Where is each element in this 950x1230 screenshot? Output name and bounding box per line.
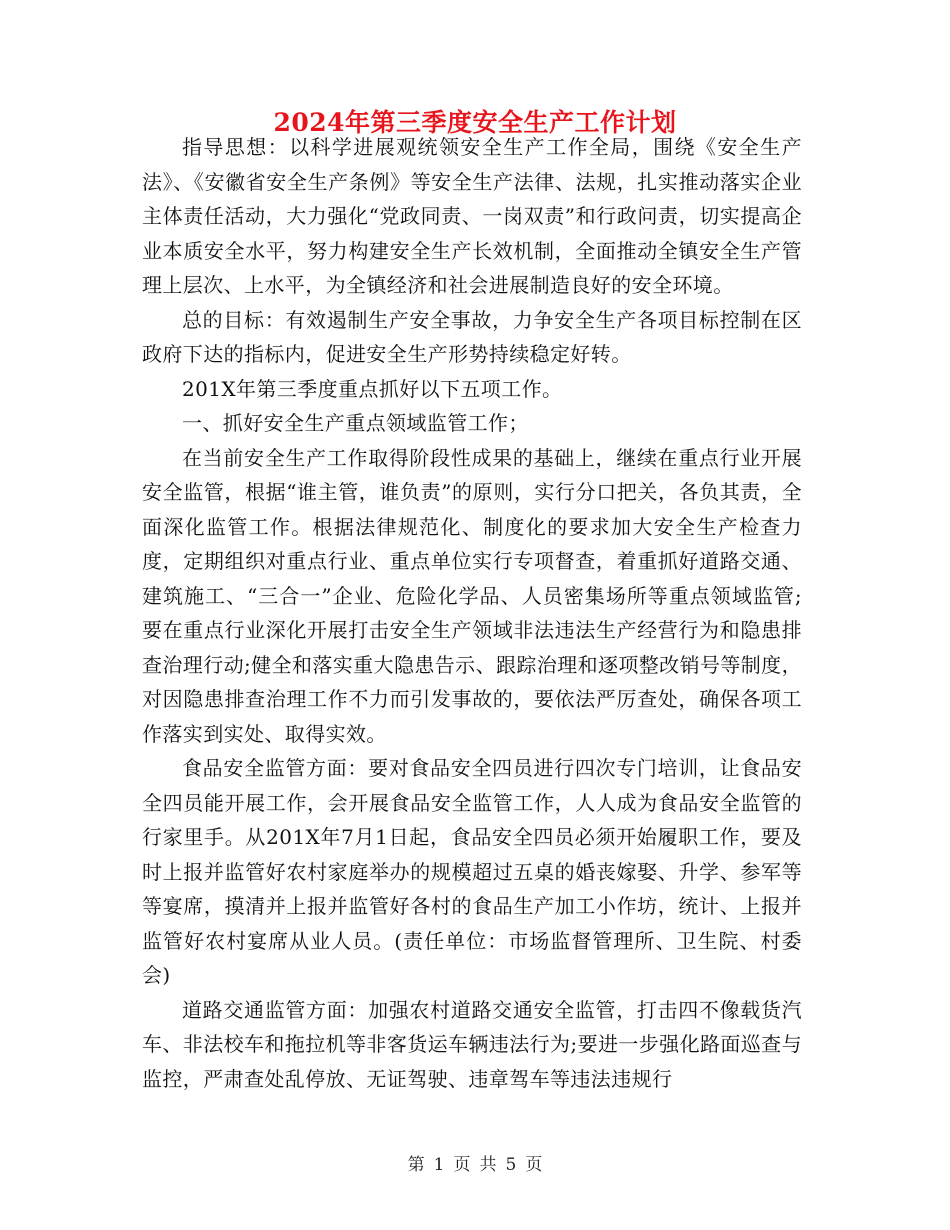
paragraph-food-safety: 食品安全监管方面：要对食品安全四员进行四次专门培训，让食品安全四员能开展工作，会开展食品安全监管工作，人人成为食品安全监管的行家里手。从201X年7月1日起，食品安全四员必须开始履职工作，要及时上报并监管好农村家庭举办的规模超过五桌的婚丧嫁娶、升学、参军等等宴席，摸清并上报并监管好各村的食品生产加工小作坊，统计、上报并监管好农村宴席从业人员。(责任单位：市场监督管理所、卫生院、村委会)	[142, 756, 802, 987]
paragraph-five-tasks: 201X年第三季度重点抓好以下五项工作。	[182, 376, 563, 401]
footer-di: 第	[407, 1155, 425, 1175]
footer-ye: 页	[453, 1155, 471, 1175]
footer-gong: 共	[479, 1155, 497, 1175]
page-footer	[0, 1153, 950, 1177]
footer-page-number: 1	[433, 1155, 445, 1175]
footer-total-pages: 5	[505, 1155, 517, 1175]
paragraph-road-traffic: 道路交通监管方面：加强农村道路交通安全监管，打击四不像载货汽车、非法校车和拖拉机等非客货运车辆违法行为;要进一步强化路面巡查与监控，严肃查处乱停放、无证驾驶、违章驾车等违法违规行	[142, 997, 802, 1091]
paragraph-key-areas: 在当前安全生产工作取得阶段性成果的基础上，继续在重点行业开展安全监管，根据“谁主管，谁负责”的原则，实行分口把关，各负其责，全面深化监管工作。根据法律规范化、制度化的要求加大安全生产检查力度，定期组织对重点行业、重点单位实行专项督查，着重抓好道路交通、建筑施工、“三合一”企业、危险化学品、人员密集场所等重点领域监管;要在重点行业深化开展打击安全生产领域非法违法生产经营行为和隐患排查治理行动;健全和落实重大隐患告示、跟踪治理和逐项整改销号等制度，对因隐患排查治理工作不力而引发事故的，要依法严厉查处，确保各项工作落实到实处、取得实效。	[142, 445, 802, 746]
paragraph-overall-goal: 总的目标：有效遏制生产安全事故，力争安全生产各项目标控制在区政府下达的指标内，促进安全生产形势持续稳定好转。	[142, 307, 802, 366]
document-body	[142, 130, 802, 1096]
paragraph-section-one-heading: 一、抓好安全生产重点领域监管工作；	[182, 411, 529, 435]
footer-ye-2: 页	[525, 1155, 543, 1175]
document-title: 2024年第三季度安全生产工作计划	[273, 108, 677, 137]
paragraph-guiding-thought: 指导思想：以科学进展观统领安全生产工作全局，围绕《安全生产法》、《安徽省安全生产条例》等安全生产法律、法规，扎实推动落实企业主体责任活动，大力强化“党政同责、一岗双责”和行政问责，切实提高企业本质安全水平，努力构建安全生产长效机制，全面推动全镇安全生产管理上层次、上水平，为全镇经济和社会进展制造良好的安全环境。	[142, 135, 802, 297]
